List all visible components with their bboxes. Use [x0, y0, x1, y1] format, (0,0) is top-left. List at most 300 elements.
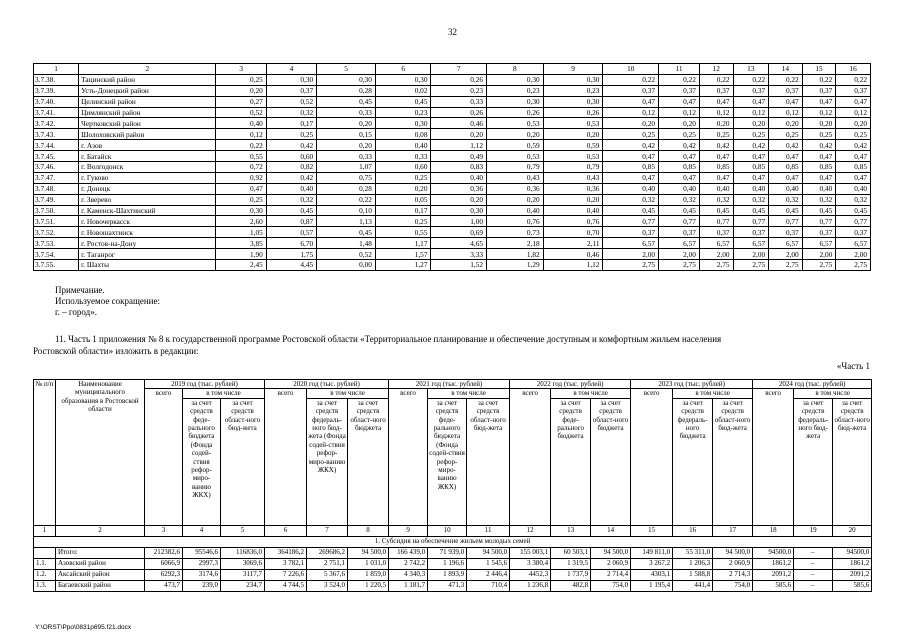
table-cell: 0,42	[659, 140, 700, 151]
table-cell: 2,60	[216, 216, 266, 227]
table-cell: 0,12	[216, 129, 266, 140]
column-number: 2	[56, 525, 145, 536]
table-cell: 0,59	[487, 140, 544, 151]
table-cell: 0,77	[802, 216, 836, 227]
table-cell: 0,85	[659, 162, 700, 173]
table-cell: 0,20	[836, 118, 871, 129]
table-cell: 0,47	[603, 151, 659, 162]
table-cell: 4303,1	[631, 569, 673, 580]
table-cell: 0,32	[836, 194, 871, 205]
table-cell: 0,76	[487, 216, 544, 227]
municipality-name: г. Шахты	[79, 260, 216, 271]
column-number: 4	[266, 64, 316, 75]
table-cell: 0,47	[733, 172, 769, 183]
table-cell: 0,77	[603, 216, 659, 227]
table-cell: 55 311,0	[673, 547, 713, 558]
table-cell: 0,76	[543, 216, 603, 227]
table-cell: 0,45	[317, 96, 376, 107]
table-cell: 0,46	[543, 249, 603, 260]
table-cell: 0,47	[659, 172, 700, 183]
header-regional: за счет средств област-ного бюджета	[348, 398, 389, 525]
table-cell: 1861,2	[833, 558, 872, 569]
table-cell: 6292,3	[145, 569, 183, 580]
row-code: 3.7.55.	[34, 260, 79, 271]
row-code	[34, 547, 56, 558]
table-cell: 4 744,5	[265, 580, 307, 591]
table-cell: 0,20	[375, 183, 431, 194]
table-cell: 0,30	[431, 205, 487, 216]
table-cell: 482,8	[551, 580, 591, 591]
table-cell: 0,20	[603, 118, 659, 129]
table-cell: 1 545,6	[467, 558, 510, 569]
header-total: всего	[265, 389, 307, 525]
table-row	[34, 547, 872, 558]
column-number: 3	[216, 64, 266, 75]
table-cell: 234,7	[221, 580, 265, 591]
table-cell: 0,87	[266, 216, 316, 227]
table-cell: 1 737,9	[551, 569, 591, 580]
table-row	[34, 140, 871, 151]
table-cell: 0,30	[543, 96, 603, 107]
table-cell: 0,85	[603, 162, 659, 173]
table-row	[34, 85, 871, 96]
table-cell: 1 236,8	[510, 580, 551, 591]
table-cell: 0,47	[733, 96, 769, 107]
table-cell: 0,40	[836, 183, 871, 194]
row-code: 3.7.45.	[34, 151, 79, 162]
table-cell: 94 500,0	[467, 547, 510, 558]
column-number: 12	[510, 525, 551, 536]
coefficients-table	[33, 63, 871, 271]
table-cell: 149 811,0	[631, 547, 673, 558]
table-cell: 94500,0	[833, 547, 872, 558]
table-cell: 0,22	[317, 194, 376, 205]
table-cell: 1,00	[431, 216, 487, 227]
table-cell: 0,47	[603, 96, 659, 107]
table-cell: 94500,0	[753, 547, 794, 558]
table-cell: 0,72	[216, 162, 266, 173]
column-number: 2	[79, 64, 216, 75]
table-cell: 0,33	[317, 151, 376, 162]
header-year-2023: 2023 год (тыс. рублей)	[631, 380, 753, 389]
table-cell: 0,26	[487, 107, 544, 118]
note-abbrev-value: г. – город».	[55, 307, 97, 317]
table-cell: 0,37	[769, 227, 803, 238]
header-regional: за счет средств област-ного бюд-жета	[221, 398, 265, 525]
table-cell: 212382,6	[145, 547, 183, 558]
table-cell: 2,00	[659, 249, 700, 260]
table-cell: 0,85	[802, 162, 836, 173]
table-cell: 1,82	[487, 249, 544, 260]
table-cell: 2,75	[659, 260, 700, 271]
table-cell: 0,47	[603, 172, 659, 183]
table-cell: 94 500,0	[713, 547, 753, 558]
table-cell: 0,79	[543, 162, 603, 173]
table-cell: 2,75	[769, 260, 803, 271]
header-name: Наименование муниципального образования в Ростовской области	[56, 380, 145, 526]
table-cell: 6,57	[733, 238, 769, 249]
table-cell: 2,75	[836, 260, 871, 271]
table-cell: 0,37	[802, 227, 836, 238]
column-number: 4	[183, 525, 221, 536]
table-cell: 0,45	[317, 227, 376, 238]
table-cell: 2,00	[603, 249, 659, 260]
table-cell: 0,25	[375, 172, 431, 183]
table-cell: 0,52	[216, 107, 266, 118]
table-cell: 2,75	[802, 260, 836, 271]
table-cell: 0,30	[487, 96, 544, 107]
table-cell: 0,37	[733, 227, 769, 238]
table-cell: –	[794, 558, 833, 569]
table-cell: 0,25	[836, 129, 871, 140]
column-number: 19	[794, 525, 833, 536]
table-cell: 0,37	[802, 85, 836, 96]
column-number: 16	[836, 64, 871, 75]
column-number: 13	[551, 525, 591, 536]
table-row	[34, 227, 871, 238]
table-cell: 0,40	[659, 183, 700, 194]
municipality-name: г. Гуково	[79, 172, 216, 183]
table-cell: 0,28	[317, 85, 376, 96]
table-cell: 2091,2	[753, 569, 794, 580]
note-title: Примечание.	[55, 285, 105, 295]
table-cell: 0,32	[699, 194, 733, 205]
table-cell: 155 003,1	[510, 547, 551, 558]
header-federal: за счет средств феде-рального бюджета (Фонда содей-ствия рефор-миро-ванию ЖКХ)	[183, 398, 221, 525]
table-cell: 0,47	[802, 96, 836, 107]
table-cell: 3 782,1	[265, 558, 307, 569]
column-number: 5	[221, 525, 265, 536]
table-cell: 0,36	[543, 183, 603, 194]
table-cell: 0,20	[802, 118, 836, 129]
table-cell: 0,47	[699, 96, 733, 107]
column-number: 10	[428, 525, 467, 536]
table-cell: 1 196,6	[428, 558, 467, 569]
table-cell: 0,25	[266, 129, 316, 140]
table-cell: 6,70	[266, 238, 316, 249]
header-regional: за счет средств област-ного бюд-жета	[467, 398, 510, 525]
table-cell: 0,32	[802, 194, 836, 205]
table-cell: 71 939,0	[428, 547, 467, 558]
header-regional: за счет средств област-ного бюд-жета	[713, 398, 753, 525]
table-cell: 0,20	[216, 85, 266, 96]
column-number: 9	[389, 525, 428, 536]
table-cell: 471,3	[428, 580, 467, 591]
table-cell: 4452,3	[510, 569, 551, 580]
municipality-name: г. Донецк	[79, 183, 216, 194]
header-regional: за счет средств област-ного бюджета	[591, 398, 631, 525]
table-cell: 0,60	[266, 151, 316, 162]
table-cell: 0,85	[733, 162, 769, 173]
header-incl: в том числе	[307, 389, 389, 398]
table-cell: 0,25	[216, 74, 266, 85]
table-cell: 6066,9	[145, 558, 183, 569]
table-cell: 0,02	[375, 85, 431, 96]
table-cell: 0,12	[769, 107, 803, 118]
table-cell: 0,25	[699, 129, 733, 140]
municipality-name: Тацинский район	[79, 74, 216, 85]
table-cell: 0,52	[266, 96, 316, 107]
table-cell: 0,25	[375, 216, 431, 227]
table-cell: 710,4	[467, 580, 510, 591]
table-cell: 0,17	[375, 205, 431, 216]
row-code: 3.7.50.	[34, 205, 79, 216]
municipality-name: Чертковский район	[79, 118, 216, 129]
table-cell: 0,37	[733, 85, 769, 96]
table-cell: 0,40	[733, 183, 769, 194]
column-number: 7	[307, 525, 348, 536]
row-code: 3.7.52.	[34, 227, 79, 238]
column-number: 15	[802, 64, 836, 75]
table-cell: 1,12	[543, 260, 603, 271]
table-cell: 3,33	[431, 249, 487, 260]
row-code: 3.7.46.	[34, 162, 79, 173]
municipality-name: г. Новошахтинск	[79, 227, 216, 238]
table-row	[34, 151, 871, 162]
table-cell: 269686,2	[307, 547, 348, 558]
column-number-row	[34, 525, 872, 536]
table-cell: 0,85	[836, 162, 871, 173]
header-federal: за счет средств федераль-ного бюд-жета (Фонда содей-ствия рефор-миро-ванию ЖКХ)	[307, 398, 348, 525]
table-cell: 0,37	[266, 85, 316, 96]
table-cell: 0,85	[769, 162, 803, 173]
row-code: 3.7.41.	[34, 107, 79, 118]
table-cell: 1 319,5	[551, 558, 591, 569]
table-cell: 364186,2	[265, 547, 307, 558]
paragraph-line-1: 11. Часть 1 приложения № 8 к государственной программе Ростовской области «Территориальное планирование и обеспечение доступным и комфортным жильем населения	[55, 334, 722, 344]
table-cell: 0,92	[216, 172, 266, 183]
column-number: 20	[833, 525, 872, 536]
table-cell: 0,59	[543, 140, 603, 151]
column-number: 11	[659, 64, 700, 75]
table-cell: 1861,2	[753, 558, 794, 569]
table-cell: 1 859,0	[348, 569, 389, 580]
table-row	[34, 118, 871, 129]
row-code: 3.7.38.	[34, 74, 79, 85]
table-cell: 0,27	[216, 96, 266, 107]
table-cell: 0,12	[733, 107, 769, 118]
column-number: 6	[375, 64, 431, 75]
table-cell: 0,42	[699, 140, 733, 151]
table-cell: 1,75	[266, 249, 316, 260]
column-number: 12	[699, 64, 733, 75]
table-row	[34, 107, 871, 118]
table-cell: 0,47	[216, 183, 266, 194]
table-row	[34, 194, 871, 205]
table-cell: 0,45	[266, 205, 316, 216]
row-code: 1.1.	[34, 558, 56, 569]
table-cell: 2 742,2	[389, 558, 428, 569]
column-number: 1	[34, 525, 56, 536]
table-cell: 0,53	[543, 151, 603, 162]
column-number: 8	[348, 525, 389, 536]
table-cell: 1 195,4	[631, 580, 673, 591]
table-cell: 0,23	[487, 85, 544, 96]
table-cell: 0,32	[266, 107, 316, 118]
table-cell: 2,18	[487, 238, 544, 249]
table-cell: 6,57	[699, 238, 733, 249]
table-row	[34, 183, 871, 194]
table-cell: 0,32	[769, 194, 803, 205]
table-cell: 0,15	[317, 129, 376, 140]
table-cell: 0,20	[769, 118, 803, 129]
column-number: 14	[591, 525, 631, 536]
table-cell: 0,32	[733, 194, 769, 205]
table-cell: 0,12	[802, 107, 836, 118]
header-incl: в том числе	[551, 389, 631, 398]
table-cell: 0,40	[802, 183, 836, 194]
table-cell: 1,29	[487, 260, 544, 271]
table-cell: 0,20	[487, 129, 544, 140]
header-year-2020: 2020 год (тыс. рублей)	[265, 380, 389, 389]
column-number: 5	[317, 64, 376, 75]
table-cell: 4 340,3	[389, 569, 428, 580]
table-cell: 0,37	[659, 227, 700, 238]
municipality-name: г. Новочеркасск	[79, 216, 216, 227]
table-cell: 0,30	[375, 118, 431, 129]
table-row	[34, 580, 872, 591]
municipality-name: Шолоховский район	[79, 129, 216, 140]
table-cell: 0,82	[266, 162, 316, 173]
table-cell: 0,47	[659, 151, 700, 162]
table-cell: 1 181,7	[389, 580, 428, 591]
table-cell: 0,69	[431, 227, 487, 238]
table-cell: 0,22	[836, 74, 871, 85]
table-cell: 0,47	[836, 96, 871, 107]
header-incl: в том числе	[428, 389, 510, 398]
table-cell: 1,57	[375, 249, 431, 260]
table-row	[34, 569, 872, 580]
header-incl: в том числе	[673, 389, 753, 398]
table-cell: 0,42	[603, 140, 659, 151]
table-cell: 0,25	[216, 194, 266, 205]
municipality-name: Итого:	[56, 547, 145, 558]
table-cell: 0,47	[699, 172, 733, 183]
table-cell: 7 226,6	[265, 569, 307, 580]
table-cell: 0,25	[769, 129, 803, 140]
table-cell: 0,30	[317, 74, 376, 85]
table-cell: 94 500,0	[591, 547, 631, 558]
table-cell: 2091,2	[833, 569, 872, 580]
table-cell: 0,47	[769, 96, 803, 107]
table-cell: 3069,6	[221, 558, 265, 569]
table-cell: 0,79	[487, 162, 544, 173]
table-cell: 6,57	[836, 238, 871, 249]
table-cell: 239,0	[183, 580, 221, 591]
header-federal: за счет средств феде-рального бюджета (Фонда содей-ствия рефор-миро-ванию ЖКХ)	[428, 398, 467, 525]
table-cell: 0,55	[375, 227, 431, 238]
municipality-name: Усть-Донецкий район	[79, 85, 216, 96]
table-cell: 1,48	[317, 238, 376, 249]
table-cell: 0,45	[836, 205, 871, 216]
table-cell: 0,37	[659, 85, 700, 96]
table-row	[34, 260, 871, 271]
table-cell: 6,57	[802, 238, 836, 249]
table-cell: 2 751,1	[307, 558, 348, 569]
table-cell: 0,77	[699, 216, 733, 227]
municipality-name: г. Азов	[79, 140, 216, 151]
column-number: 13	[733, 64, 769, 75]
table-cell: 0,75	[317, 172, 376, 183]
table-cell: 0,32	[266, 194, 316, 205]
table-cell: 754,0	[713, 580, 753, 591]
row-code: 3.7.48.	[34, 183, 79, 194]
table-cell: 0,20	[659, 118, 700, 129]
table-row	[34, 558, 872, 569]
table-cell: 1 031,0	[348, 558, 389, 569]
table-cell: 0,37	[699, 85, 733, 96]
row-code: 3.7.39.	[34, 85, 79, 96]
table-cell: 0,32	[659, 194, 700, 205]
table-cell: 5 367,6	[307, 569, 348, 580]
table-cell: 2 060,9	[591, 558, 631, 569]
table-cell: 0,45	[603, 205, 659, 216]
table-cell: 0,12	[603, 107, 659, 118]
table-cell: 0,22	[769, 74, 803, 85]
table-cell: 0,47	[802, 151, 836, 162]
header-year-2022: 2022 год (тыс. рублей)	[510, 380, 631, 389]
table-cell: 0,45	[375, 96, 431, 107]
table-cell: 0,60	[375, 162, 431, 173]
table-row	[34, 162, 871, 173]
table-cell: 0,20	[733, 118, 769, 129]
table-cell: 0,83	[431, 162, 487, 173]
column-number: 16	[673, 525, 713, 536]
table-cell: 6,57	[769, 238, 803, 249]
table-cell: 0,30	[375, 74, 431, 85]
header-incl: в том числе	[183, 389, 265, 398]
table-row	[34, 74, 871, 85]
table-cell: 0,33	[431, 96, 487, 107]
table-cell: 2,75	[699, 260, 733, 271]
table-cell: 0,22	[216, 140, 266, 151]
table-cell: 60 503,1	[551, 547, 591, 558]
table-cell: 1,05	[216, 227, 266, 238]
column-number: 18	[753, 525, 794, 536]
table-cell: 0,47	[699, 151, 733, 162]
header-incl: в том числе	[794, 389, 872, 398]
table-cell: 0,20	[317, 140, 376, 151]
table-cell: 0,23	[543, 85, 603, 96]
municipality-name: Азовский район	[56, 558, 145, 569]
table-cell: 0,20	[487, 194, 544, 205]
table-cell: 0,30	[487, 74, 544, 85]
table-row	[34, 96, 871, 107]
table-cell: 585,6	[753, 580, 794, 591]
header-federal: за счет средств федераль-ного бюд-жета	[794, 398, 833, 525]
table-cell: 3 267,2	[631, 558, 673, 569]
table-cell: 0,25	[603, 129, 659, 140]
table-cell: 0,36	[431, 183, 487, 194]
table-cell: 2,00	[836, 249, 871, 260]
table-cell: 0,53	[487, 118, 544, 129]
table-cell: 0,42	[733, 140, 769, 151]
row-code: 3.7.44.	[34, 140, 79, 151]
table-cell: 0,45	[699, 205, 733, 216]
table-cell: 1,12	[431, 140, 487, 151]
table-cell: 0,77	[733, 216, 769, 227]
table-cell: 2,00	[769, 249, 803, 260]
table-cell: 0,37	[836, 227, 871, 238]
table-cell: 1,17	[375, 238, 431, 249]
table-cell: 0,43	[487, 172, 544, 183]
header-federal: за счет средств феде-рального бюджета	[551, 398, 591, 525]
table-cell: 0,22	[733, 74, 769, 85]
table-cell: 0,57	[266, 227, 316, 238]
table-cell: 0,43	[543, 172, 603, 183]
table-cell: 0,20	[431, 194, 487, 205]
header-total: всего	[753, 389, 794, 525]
